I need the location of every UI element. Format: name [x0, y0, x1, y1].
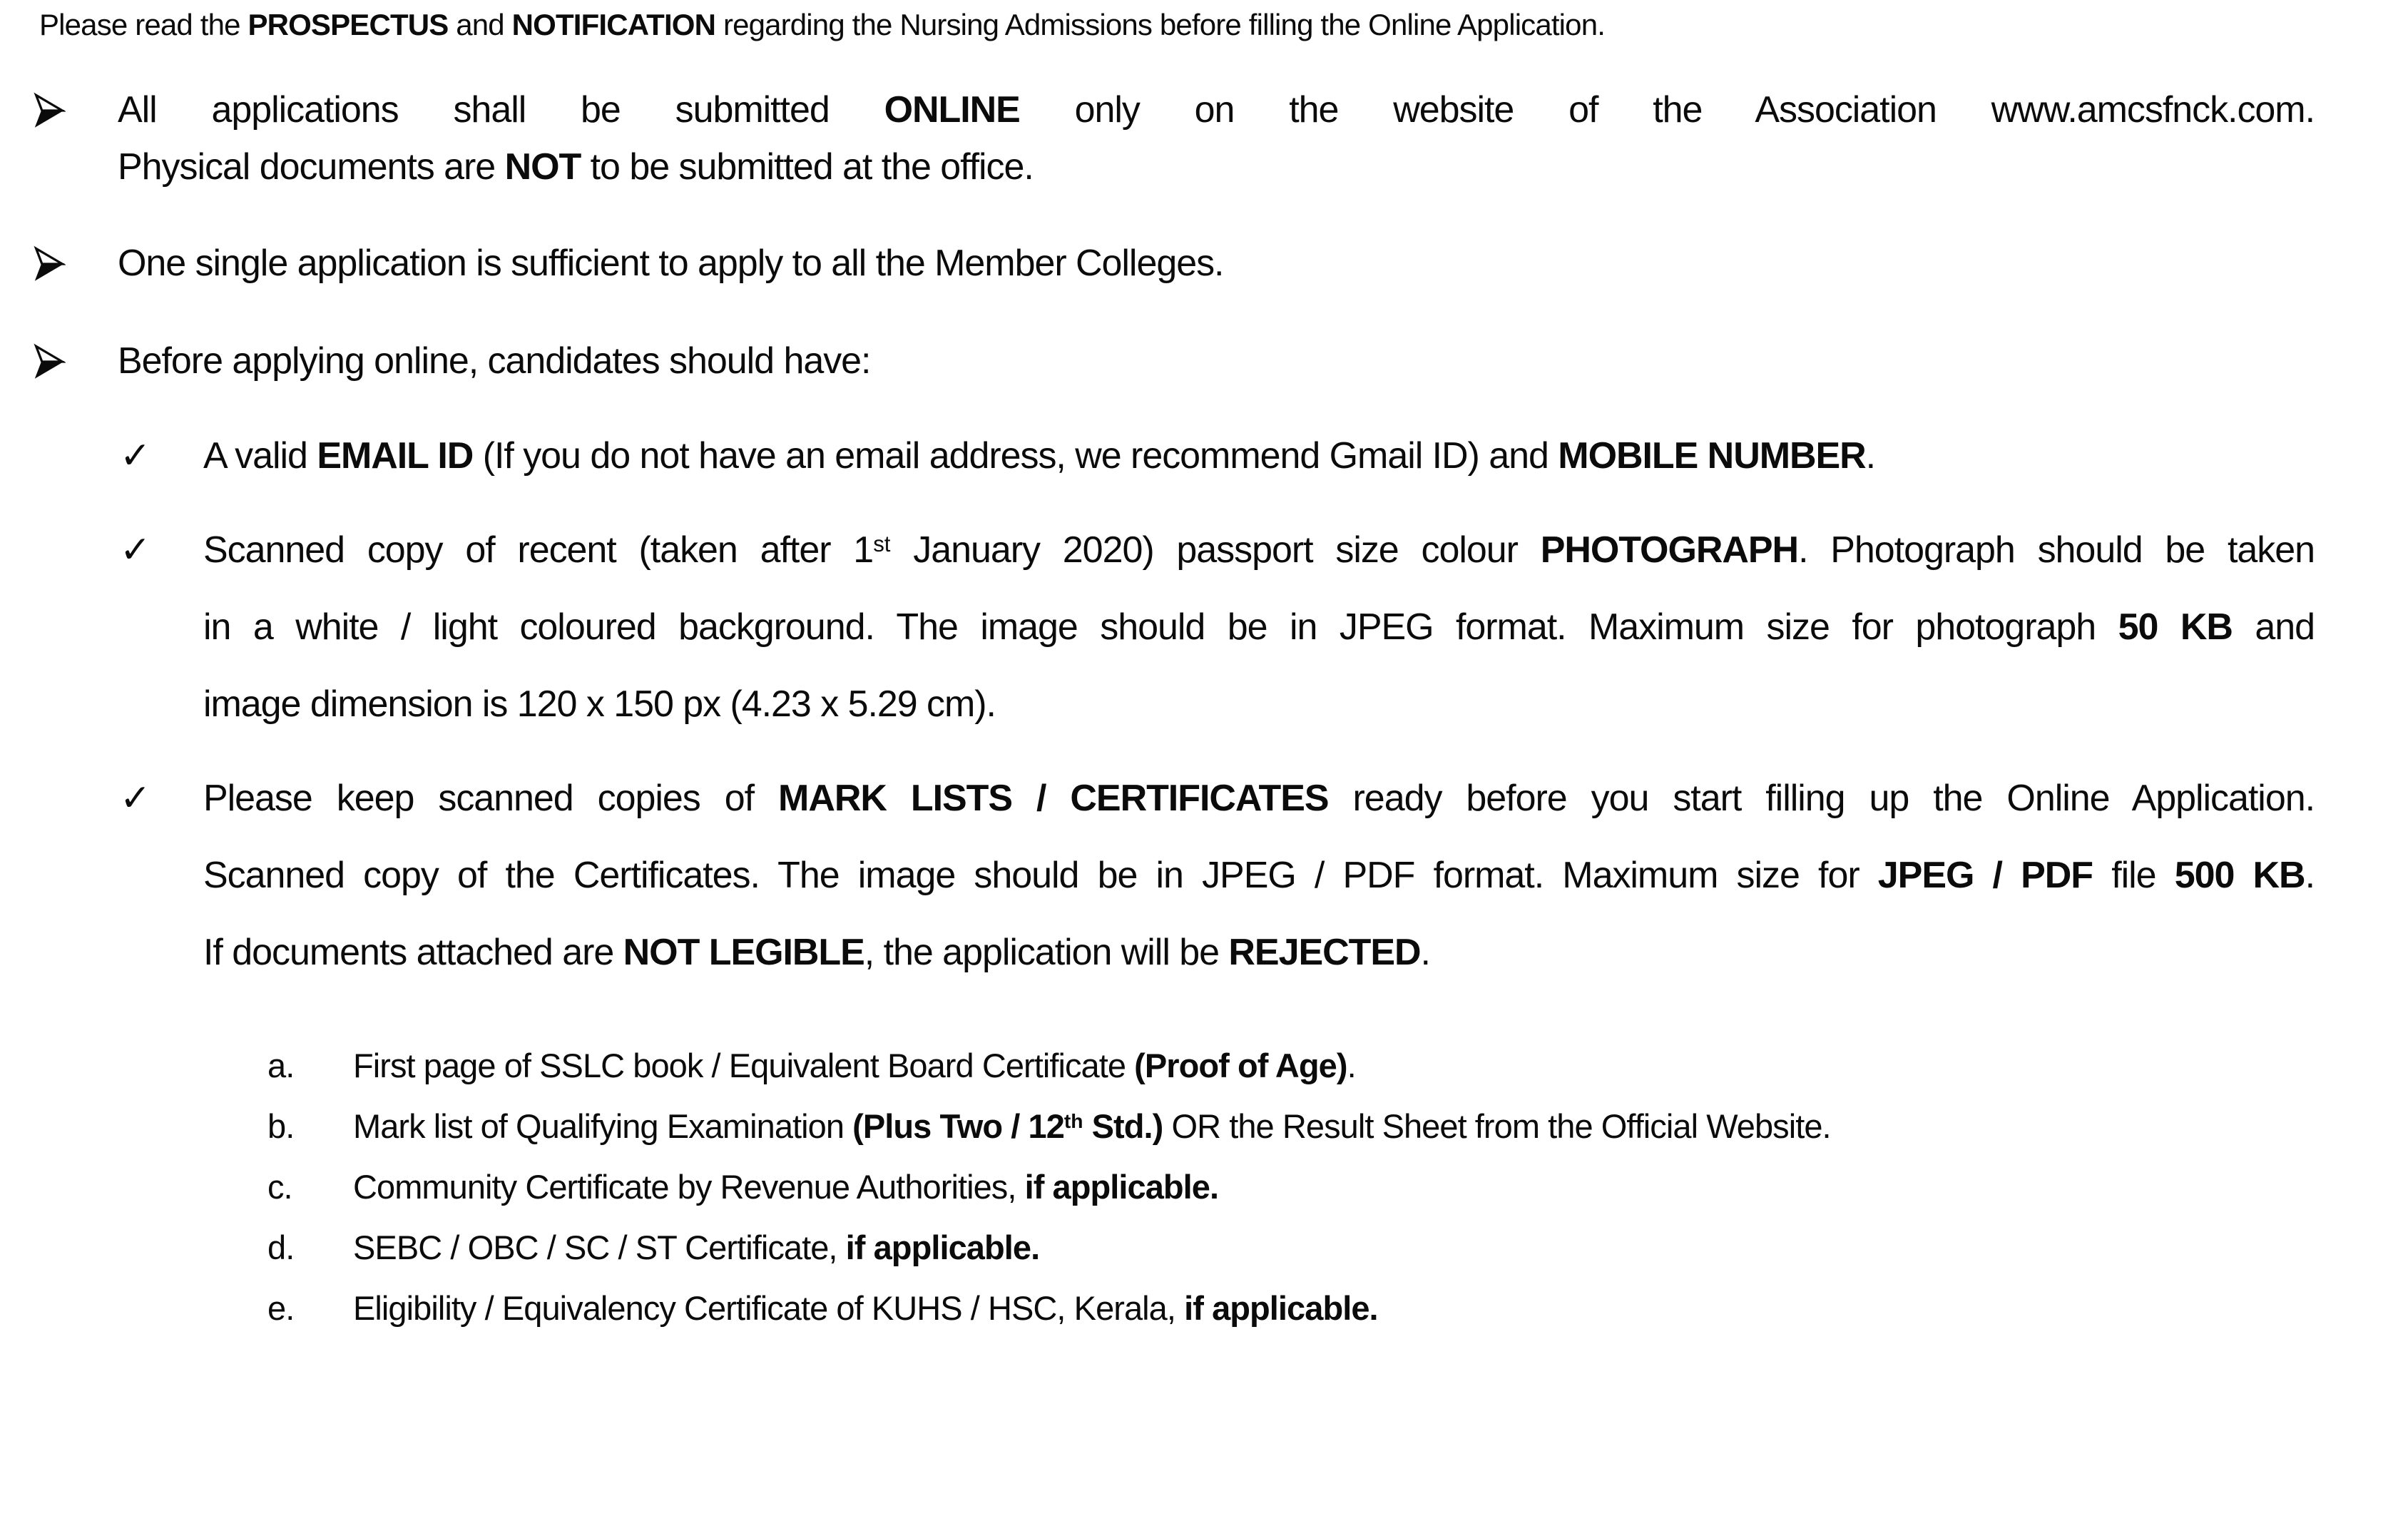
item-b-text: OR the Result Sheet from the Official Website.	[1163, 1107, 1831, 1145]
list-item-a	[353, 1047, 2315, 1085]
prospectus-emphasis: PROSPECTUS	[248, 8, 449, 41]
list-item-d	[353, 1228, 2315, 1267]
email-line-text: A valid	[203, 435, 317, 477]
rejected-emphasis: REJECTED	[1228, 932, 1421, 973]
arrowhead-bullet-icon	[33, 342, 66, 381]
bullet-online-line-2	[118, 146, 2315, 189]
list-item-c-label: c.	[267, 1168, 292, 1206]
not-legible-emphasis: NOT LEGIBLE	[623, 932, 864, 973]
mobile-number-emphasis: MOBILE NUMBER	[1558, 435, 1866, 477]
if-applicable-emphasis: if applicable.	[1024, 1168, 1219, 1206]
checkmark-icon: ✓	[120, 778, 151, 819]
check-marklists-line-2	[203, 855, 2315, 897]
plus-two-emphasis: Std.)	[1083, 1107, 1163, 1145]
item-c-text: Community Certificate by Revenue Authorities,	[353, 1168, 1025, 1206]
photo-line-text: . Photograph should be taken	[1798, 529, 2315, 571]
bullet-online-line-1	[118, 89, 2315, 132]
not-emphasis: NOT	[504, 146, 581, 188]
list-item-c	[353, 1168, 2315, 1206]
list-item-d-label: d.	[267, 1228, 295, 1266]
check-photo-line-3	[203, 683, 2315, 726]
bullet-single-application	[118, 243, 2315, 285]
checkmark-icon: ✓	[120, 529, 151, 571]
check-marklists-line-1	[203, 778, 2315, 820]
check-photo-line-2	[203, 606, 2315, 649]
legible-line-text: If documents attached are	[203, 932, 623, 973]
item-a-text: First page of SSLC book / Equivalent Board Certificate	[353, 1047, 1135, 1084]
proof-of-age-emphasis: (Proof of Age)	[1134, 1047, 1347, 1084]
list-item-e	[353, 1289, 2315, 1328]
email-line-text: (If you do not have an email address, we recommend Gmail ID) and	[473, 435, 1558, 477]
legible-line-text: .	[1420, 932, 1430, 973]
intro-note-text: Please read the	[39, 8, 248, 41]
plus-two-emphasis: (Plus Two / 12	[852, 1107, 1064, 1145]
certificates-line-text: .	[2305, 855, 2315, 896]
check-photo-line-1	[203, 529, 2315, 572]
marklists-line-text: Please keep scanned copies of	[203, 778, 779, 819]
list-item-b-label: b.	[267, 1107, 295, 1145]
list-item-e-label: e.	[267, 1289, 295, 1327]
certificates-line-text: file	[2093, 855, 2175, 896]
single-application-text: One single application is sufficient to apply to all the Member Colleges.	[118, 243, 1224, 284]
marklists-emphasis: MARK LISTS / CERTIFICATES	[778, 778, 1329, 819]
online-emphasis: ONLINE	[884, 89, 1020, 131]
list-item-a-label: a.	[267, 1047, 295, 1084]
physical-docs-text: Physical documents are	[118, 146, 505, 188]
physical-docs-text: to be submitted at the office.	[581, 146, 1034, 188]
ordinal-superscript: st	[873, 531, 891, 557]
intro-note-text: regarding the Nursing Admissions before filling the Online Application.	[715, 8, 1606, 41]
item-b-text: Mark list of Qualifying Examination	[353, 1107, 853, 1145]
photo-line-text: and	[2232, 606, 2315, 648]
checkmark-icon: ✓	[120, 435, 151, 477]
before-applying-text: Before applying online, candidates should have:	[118, 340, 871, 382]
item-e-text: Eligibility / Equivalency Certificate of KUHS / HSC, Kerala,	[353, 1289, 1185, 1327]
intro-note	[39, 8, 2315, 42]
email-line-text: .	[1865, 435, 1876, 477]
item-d-text: SEBC / OBC / SC / ST Certificate,	[353, 1228, 846, 1266]
association-website-text: only on the website of the Association www.amcsfnck.com.	[1019, 89, 2315, 131]
photograph-emphasis: PHOTOGRAPH	[1540, 529, 1799, 571]
file-size-emphasis: 500 KB	[2174, 855, 2305, 896]
marklists-line-text: ready before you start filling up the Online Application.	[1328, 778, 2315, 819]
photo-dimension-text: image dimension is 120 x 150 px (4.23 x 5.29 cm).	[203, 683, 996, 725]
intro-note-text: and	[448, 8, 512, 41]
bullet-online-text: All applications shall be submitted	[118, 89, 884, 131]
if-applicable-emphasis: if applicable.	[1184, 1289, 1378, 1327]
legible-line-text: , the application will be	[864, 932, 1229, 973]
photo-line-text: January 2020) passport size colour	[890, 529, 1541, 571]
check-email-mobile	[203, 435, 2315, 478]
arrowhead-bullet-icon	[33, 91, 66, 130]
photo-line-text: in a white / light coloured background. The image should be in JPEG format. Maximum size for photograph	[203, 606, 2118, 648]
photo-size-emphasis: 50 KB	[2118, 606, 2233, 648]
email-id-emphasis: EMAIL ID	[317, 435, 474, 477]
if-applicable-emphasis: if applicable.	[845, 1228, 1040, 1266]
notification-emphasis: NOTIFICATION	[511, 8, 716, 41]
bullet-before-applying	[118, 340, 2315, 383]
ordinal-superscript: th	[1063, 1109, 1083, 1133]
check-marklists-line-3	[203, 932, 2315, 975]
arrowhead-bullet-icon	[33, 245, 66, 283]
list-item-b	[353, 1107, 2315, 1146]
item-a-text: .	[1347, 1047, 1356, 1084]
certificates-line-text: Scanned copy of the Certificates. The image should be in JPEG / PDF format. Maximum size for	[203, 855, 1878, 896]
photo-line-text: Scanned copy of recent (taken after 1	[203, 529, 874, 571]
jpeg-pdf-emphasis: JPEG / PDF	[1877, 855, 2093, 896]
